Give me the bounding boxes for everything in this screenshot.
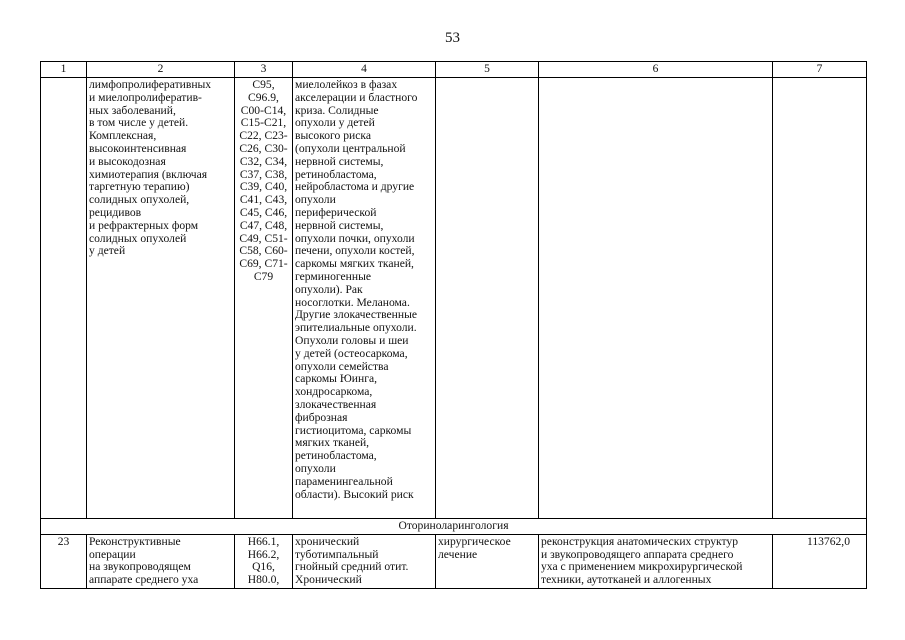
column-header: 5 [436, 62, 539, 78]
icd-codes-cell: H66.1, H66.2, Q16, H80.0, [235, 534, 293, 588]
column-header: 7 [773, 62, 867, 78]
medical-care-table [40, 61, 867, 589]
treatment-type-cell [436, 78, 539, 519]
column-header: 2 [87, 62, 235, 78]
row-number-cell: 23 [41, 534, 87, 588]
column-header-row [41, 62, 867, 78]
column-header: 4 [293, 62, 436, 78]
method-cell [539, 78, 773, 519]
diagnosis-cell: хронический туботимпальный гнойный средний отит. Хронический [293, 534, 436, 588]
cost-cell: 113762,0 [773, 534, 867, 588]
table-row [41, 534, 867, 588]
table-row [41, 78, 867, 519]
diagnosis-cell: миелолейкоз в фазах акселерации и бластного криза. Солидные опухоли у детей высокого риска (опухоли центральной нервной системы, ретинобластома, нейробластома и другие опухоли периферической нервной системы, опухоли почки, опухоли печени, опухоли костей, саркомы мягких тканей, герминогенные опухоли). Рак носоглотки. Меланома. Другие злокачественные эпителиальные опухоли. Опухоли головы и шеи у детей (остеосаркома, опухоли семейства саркомы Юинга, хондросаркома, злокачественная фиброзная гистиоцитома, саркомы мягких тканей, ретинобластома, опухоли параменингеальной области). Высокий риск [293, 78, 436, 519]
row-number-cell [41, 78, 87, 519]
care-type-cell: Реконструктивные операции на звукопроводящем аппарате среднего уха [87, 534, 235, 588]
column-header: 3 [235, 62, 293, 78]
treatment-type-cell: хирургическое лечение [436, 534, 539, 588]
care-type-cell: лимфопролиферативных и миелопролифератив- ных заболеваний, в том числе у детей. Комплексная, высокоинтенсивная и высокодозная химиотерапия (включая таргетную терапию) солидных опухолей, рецидивов и рефрактерных форм солидных опухолей у детей [87, 78, 235, 519]
cost-cell [773, 78, 867, 519]
page-number: 53 [445, 30, 460, 46]
icd-codes-cell: C95, C96.9, C00-C14, C15-C21, C22, C23- C26, C30- C32, C34, C37, C38, C39, C40, C41, C43, C45, C46, C47, C48, C49, C51- C58, C60- C69, C71- C79 [235, 78, 293, 519]
column-header: 1 [41, 62, 87, 78]
column-header: 6 [539, 62, 773, 78]
section-title: Оториноларингология [41, 519, 867, 535]
section-row [41, 519, 867, 535]
method-cell: реконструкция анатомических структур и звукопроводящего аппарата среднего уха с применением микрохирургической техники, аутотканей и аллогенных [539, 534, 773, 588]
